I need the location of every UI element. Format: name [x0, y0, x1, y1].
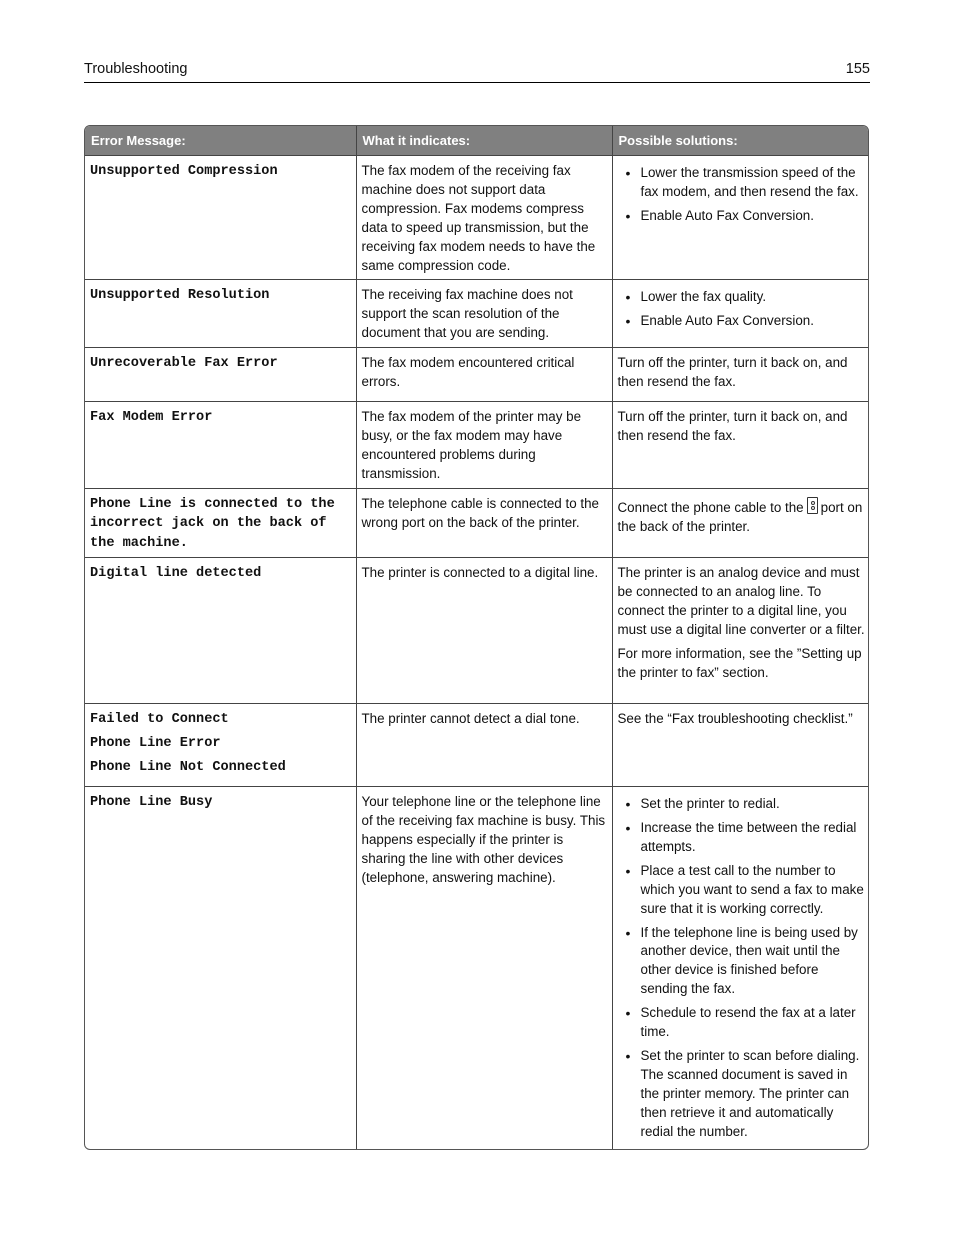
page-header [84, 60, 870, 83]
solution-text [618, 497, 866, 537]
solution-item: • Set the printer to redial. [618, 795, 866, 814]
solutions-cell [612, 558, 869, 704]
table-row [85, 280, 869, 348]
solutions-cell [612, 401, 869, 488]
error-message-cell [85, 348, 356, 402]
error-message-cell [85, 704, 356, 787]
indicates-cell: The receiving fax machine does not support the scan resolution of the document that you are sending. [356, 280, 612, 348]
error-message-cell [85, 787, 356, 1150]
indicates-cell: The fax modem of the receiving fax machine does not support data compression. Fax modems compress data to speed up transmission, but the receiving fax modem needs to have the same compression code. [356, 156, 612, 280]
solution-item: • If the telephone line is being used by another device, then wait until the other device is finished before sending the fax. [618, 924, 866, 1000]
solution-item: • Lower the transmission speed of the fax modem, and then resend the fax. [618, 164, 866, 202]
error-message: Phone Line Not Connected [90, 760, 286, 776]
column-header: Possible solutions: [612, 126, 869, 156]
error-message-cell [85, 401, 356, 488]
table-row [85, 704, 869, 787]
solution-item: • Enable Auto Fax Conversion. [618, 207, 866, 226]
error-message-cell [85, 280, 356, 348]
error-message: Phone Line is connected to the incorrect jack on the back of the machine. [90, 496, 335, 551]
error-message: Fax Modem Error [90, 409, 213, 425]
line-port-icon [807, 497, 818, 514]
error-message: Digital line detected [90, 566, 262, 582]
indicates-cell: The printer is connected to a digital line. [356, 558, 612, 704]
indicates-cell: The fax modem of the printer may be busy, or the fax modem may have encountered problems during transmission. [356, 401, 612, 488]
error-message: Unsupported Resolution [90, 288, 270, 304]
solution-item: • Set the printer to scan before dialing. The scanned document is saved in the printer memory. The printer can then retrieve it and automatically redial the number. [618, 1047, 866, 1142]
error-message: Phone Line Error [90, 736, 221, 752]
error-message: Failed to Connect [90, 712, 229, 728]
table-row [85, 787, 869, 1150]
error-message-cell [85, 558, 356, 704]
solution-item: • Place a test call to the number to which you want to send a fax to make sure that it is working correctly. [618, 862, 866, 919]
solution-item: • Schedule to resend the fax at a later time. [618, 1004, 866, 1042]
indicates-cell: The printer cannot detect a dial tone. [356, 704, 612, 787]
error-message-cell [85, 156, 356, 280]
solution-item: • Lower the fax quality. [618, 288, 866, 307]
indicates-cell: Your telephone line or the telephone line of the receiving fax machine is busy. This happens especially if the printer is sharing the line with other devices (telephone, answering machine). [356, 787, 612, 1150]
solutions-cell [612, 280, 869, 348]
solution-text-before: Connect the phone cable to the [617, 499, 804, 515]
solution-text: See the “Fax troubleshooting checklist.” [617, 711, 853, 727]
solutions-cell [612, 348, 869, 402]
solutions-cell [612, 488, 869, 558]
error-message: Phone Line Busy [90, 795, 213, 811]
indicates-cell: The telephone cable is connected to the wrong port on the back of the printer. [356, 488, 612, 558]
table-row [85, 348, 869, 402]
solution-text: Turn off the printer, turn it back on, and then resend the fax. [617, 408, 848, 443]
solution-text: For more information, see the ”Setting up the printer to fax” section. [617, 645, 862, 680]
section-title: Troubleshooting [84, 61, 188, 77]
error-message: Unrecoverable Fax Error [90, 356, 278, 372]
solutions-cell [612, 704, 869, 787]
table-row [85, 558, 869, 704]
solution-item: • Increase the time between the redial attempts. [618, 819, 866, 857]
solutions-cell [612, 787, 869, 1150]
table-row [85, 401, 869, 488]
solution-text: The printer is an analog device and must be connected to an analog line. To connect the printer to a digital line, you must use a digital line converter or a filter. [617, 565, 865, 637]
solution-text-after: port on the back of the printer. [617, 499, 863, 534]
page-number: 155 [845, 61, 870, 77]
indicates-cell: The fax modem encountered critical errors. [356, 348, 612, 402]
error-table [84, 125, 869, 1150]
error-message: Unsupported Compression [90, 164, 278, 179]
table-row [85, 488, 869, 558]
solutions-cell [612, 156, 869, 280]
solution-item: • Enable Auto Fax Conversion. [618, 312, 866, 331]
error-message-cell [85, 488, 356, 558]
table-header-row [85, 126, 869, 156]
column-header: What it indicates: [356, 126, 612, 156]
column-header: Error Message: [85, 126, 356, 156]
table-row [85, 156, 869, 280]
solution-text: Turn off the printer, turn it back on, and then resend the fax. [617, 355, 848, 390]
